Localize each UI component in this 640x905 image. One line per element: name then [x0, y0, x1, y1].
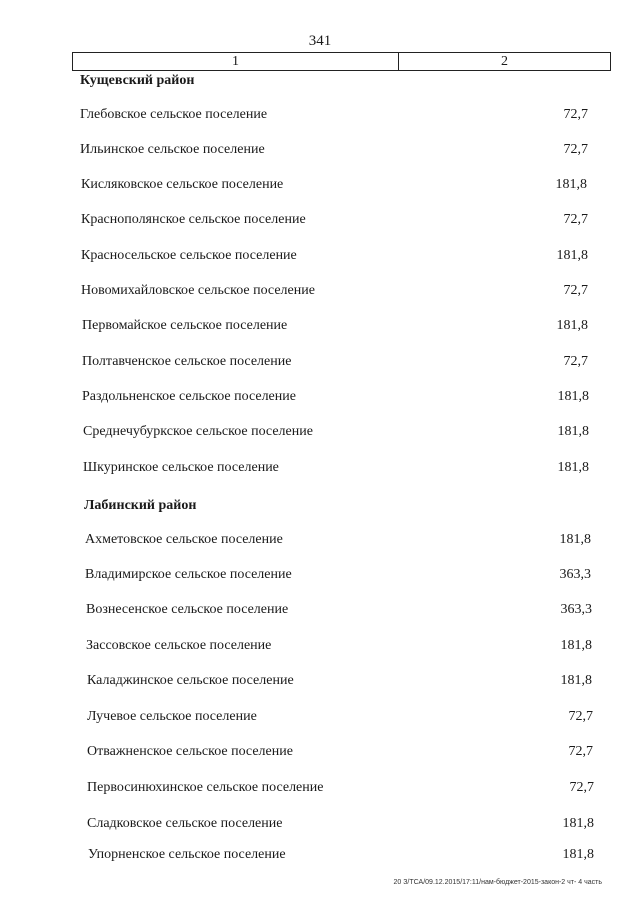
table-row: [0, 602, 640, 624]
settlement-name: Сладковское сельское поселение: [87, 816, 283, 831]
table-row: [0, 673, 640, 695]
table-row: [0, 177, 640, 199]
settlement-value: 72,7: [569, 780, 594, 795]
column-header-2: 2: [398, 53, 611, 70]
table-row: [0, 318, 640, 340]
table-row: [0, 532, 640, 554]
settlement-name: Ахметовское сельское поселение: [85, 532, 283, 547]
settlement-value: 72,7: [563, 354, 588, 369]
table-row: [0, 107, 640, 129]
table-row: [0, 212, 640, 234]
settlement-value: 181,8: [562, 847, 594, 862]
table-row: [0, 744, 640, 766]
settlement-value: 363,3: [560, 602, 592, 617]
settlement-value: 181,8: [557, 460, 589, 475]
settlement-value: 72,7: [568, 709, 593, 724]
settlement-value: 181,8: [560, 638, 592, 653]
settlement-name: Полтавченское сельское поселение: [82, 354, 292, 369]
settlement-name: Краснополянское сельское поселение: [81, 212, 306, 227]
settlement-name: Первосинюхинское сельское поселение: [87, 780, 324, 795]
settlement-value: 72,7: [563, 283, 588, 298]
settlement-name: Вознесенское сельское поселение: [86, 602, 289, 617]
settlement-name: Глебовское сельское поселение: [80, 107, 268, 122]
settlement-value: 72,7: [563, 142, 588, 157]
page-number: 341: [308, 33, 332, 49]
settlement-name: Зассовское сельское поселение: [86, 638, 272, 653]
table-header: [72, 52, 611, 71]
settlement-value: 72,7: [568, 744, 593, 759]
table-row: [0, 847, 640, 869]
settlement-value: 181,8: [562, 816, 594, 831]
table-row: [0, 780, 640, 802]
settlement-name: Каладжинское сельское поселение: [87, 673, 294, 688]
settlement-value: 181,8: [556, 318, 588, 333]
settlement-value: 181,8: [556, 248, 588, 263]
table-row: [0, 460, 640, 482]
settlement-name: Лучевое сельское поселение: [87, 709, 257, 724]
settlement-value: 181,8: [557, 424, 589, 439]
settlement-name: Первомайское сельское поселение: [82, 318, 288, 333]
column-header-1: 1: [72, 53, 398, 70]
table-row: [0, 283, 640, 305]
settlement-name: Ильинское сельское поселение: [80, 142, 265, 157]
settlement-name: Шкуринское сельское поселение: [83, 460, 279, 475]
settlement-value: 72,7: [563, 107, 588, 122]
settlement-value: 181,8: [560, 673, 592, 688]
table-row: [0, 248, 640, 270]
settlement-name: Новомихайловское сельское поселение: [81, 283, 315, 298]
settlement-name: Упорненское сельское поселение: [88, 847, 286, 862]
table-row: [0, 567, 640, 589]
table-row: [0, 709, 640, 731]
table-row: [0, 424, 640, 446]
table-row: [0, 638, 640, 660]
settlement-value: 181,8: [555, 177, 587, 192]
settlement-value: 181,8: [559, 532, 591, 547]
table-row: [0, 816, 640, 838]
settlement-value: 72,7: [563, 212, 588, 227]
table-row: [0, 389, 640, 411]
section-title-labinsky: Лабинский район: [84, 498, 197, 513]
settlement-value: 181,8: [557, 389, 589, 404]
settlement-name: Среднечубуркское сельское поселение: [83, 424, 313, 439]
table-row: [0, 354, 640, 376]
settlement-name: Раздольненское сельское поселение: [82, 389, 296, 404]
settlement-value: 363,3: [559, 567, 591, 582]
table-row: [0, 142, 640, 164]
footer-file-stamp: 20 З/ТСА/09.12.2015/17:11/нам-бюджет-2015-закон-2 чт- 4 часть: [393, 879, 602, 886]
settlement-name: Красносельское сельское поселение: [81, 248, 297, 263]
settlement-name: Отважненское сельское поселение: [87, 744, 293, 759]
settlement-name: Кисляковское сельское поселение: [81, 177, 284, 192]
settlement-name: Владимирское сельское поселение: [85, 567, 292, 582]
section-title-kushchevsky: Кущевский район: [80, 73, 195, 88]
